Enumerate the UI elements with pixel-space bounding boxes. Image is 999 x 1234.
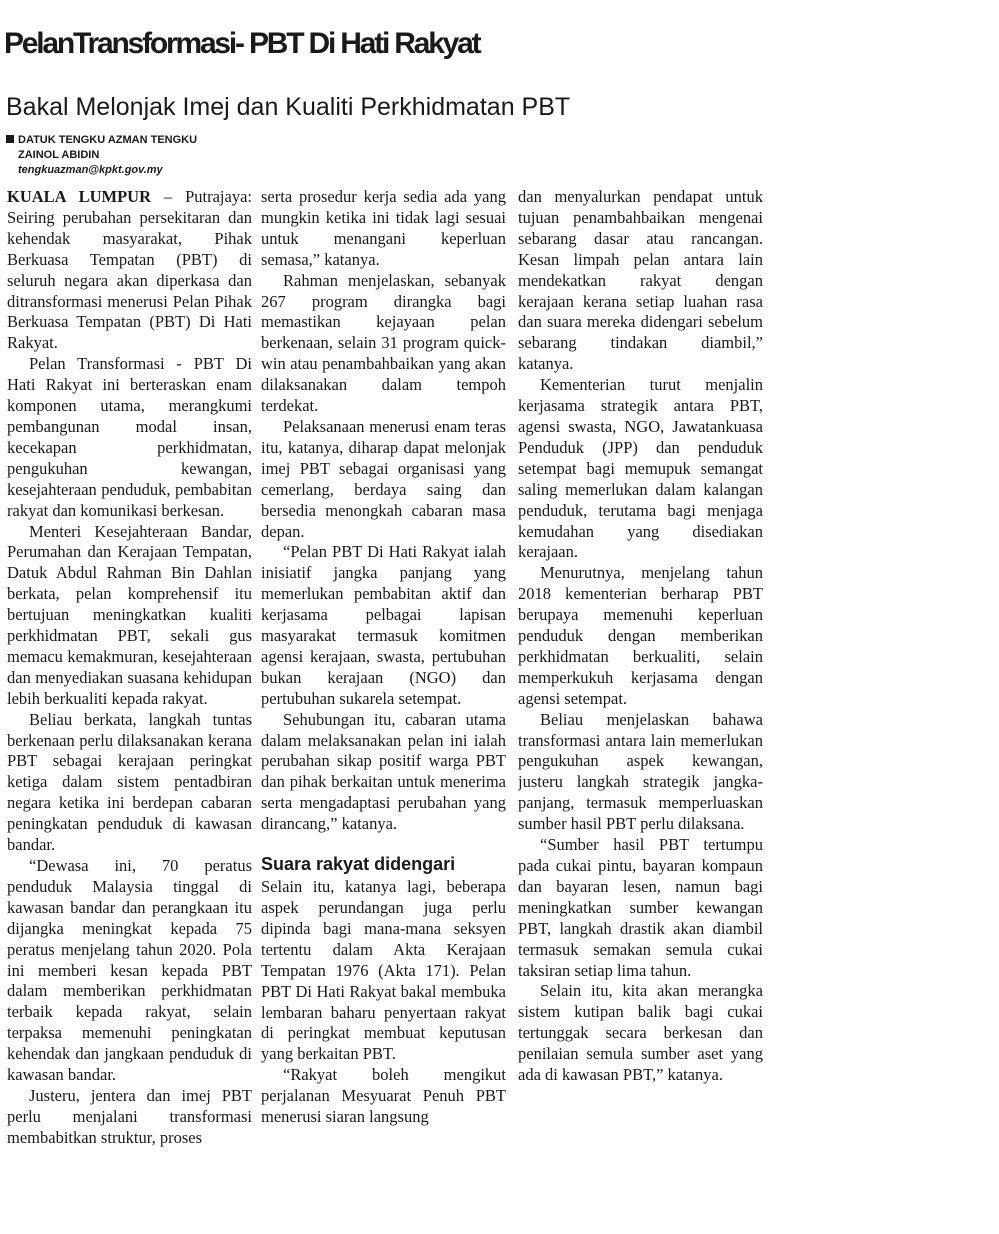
article-subheadline: Bakal Melonjak Imej dan Kualiti Perkhidmatan PBT	[6, 93, 571, 121]
body-paragraph: Rahman menjelaskan, sebanyak 267 program dirangka bagi memastikan kejayaan pelan berkenaan, selain 31 program quick-win atau penambahbaikan yang akan dilaksanakan dalam tempoh terdekat.	[261, 270, 506, 416]
square-bullet-icon	[6, 135, 14, 143]
article-column-3	[518, 187, 763, 1086]
byline-name-1: DATUK TENGKU AZMAN TENGKU	[18, 134, 198, 146]
body-paragraph: Justeru, jentera dan imej PBT perlu menjalani transformasi membabitkan struktur, proses	[7, 1085, 252, 1147]
body-paragraph: Beliau berkata, langkah tuntas berkenaan perlu dilaksanakan kerana PBT sebagai kerajaan peringkat ketiga dalam sistem pentadbiran negara ketika ini berdepan cabaran peningkatan penduduk di kawasan bandar.	[7, 709, 252, 855]
body-paragraph: Pelan Transformasi - PBT Di Hati Rakyat ini berteraskan enam komponen utama, merangkumi pembangunan modal insan, kecekapan perkhidmatan, pengukuhan kewangan, kesejahteraan penduduk, pembabitan rakyat dan komunikasi berkesan.	[7, 354, 252, 520]
section-subheading: Suara rakyat didengari	[261, 854, 456, 875]
body-paragraph: Kementerian turut menjalin kerjasama strategik antara PBT, agensi swasta, NGO, Jawatankuasa Penduduk (JPP) dan penduduk setempat bagi memupuk semangat saling memerlukan dalam kalangan penduduk, terutama bagi menjaga kemudahan yang disediakan kerajaan.	[518, 375, 763, 562]
byline	[6, 133, 246, 178]
article-column-1	[7, 187, 252, 1149]
lead-text: – Putrajaya: Seiring perubahan persekitaran dan kehendak masyarakat, Pihak Berkuasa Tempatan (PBT) di seluruh negara akan diperkasa dan ditransformasi menerusi Pelan Pihak Berkuasa Tempatan (PBT) Di Hati Rakyat.	[7, 187, 252, 353]
byline-email: tengkuazman@kpkt.gov.my	[18, 164, 163, 176]
body-paragraph: “Rakyat boleh mengikut perjalanan Mesyuarat Penuh PBT menerusi siaran langsung	[261, 1065, 506, 1127]
byline-name-line2: ZAINOL ABIDIN	[18, 149, 100, 161]
body-paragraph: dan menyalurkan pendapat untuk tujuan penambahbaikan mengenai sebarang dasar atau rancangan. Kesan limpah pelan antara lain mendekatkan rakyat dengan kerajaan kerana setiap luahan rasa dan suara mereka didengari sebelum sebarang tindakan diambil,” katanya.	[518, 187, 763, 374]
article-column-2	[261, 187, 506, 1128]
body-paragraph: Sehubungan itu, cabaran utama dalam melaksanakan pelan ini ialah perubahan sikap positif warga PBT dan pihak berkaitan untuk menerima serta mengadaptasi perubahan yang dirancang,” katanya.	[261, 709, 506, 834]
article-headline: PelanTransformasi- PBT Di Hati Rakyat	[4, 27, 480, 60]
body-paragraph: Selain itu, kita akan merangka sistem kutipan balik bagi cukai tertunggak secara berkesan dan penilaian semula sumber aset yang ada di kawasan PBT,” katanya.	[518, 981, 763, 1085]
body-paragraph: “Pelan PBT Di Hati Rakyat ialah inisiatif jangka panjang yang memerlukan pembabitan aktif dan kerjasama pelbagai lapisan masyarakat termasuk komitmen agensi kerajaan, swasta, pertubuhan bukan kerajaan (NGO) dan pertubuhan sukarela setempat.	[261, 542, 506, 708]
body-paragraph: Pelaksanaan menerusi enam teras itu, katanya, diharap dapat melonjak imej PBT sebagai organisasi yang cemerlang, berdaya saing dan bersedia menongkah cabaran masa depan.	[261, 416, 506, 541]
body-paragraph: serta prosedur kerja sedia ada yang mungkin ketika ini tidak lagi sesuai untuk menangani keperluan semasa,” katanya.	[261, 187, 506, 269]
body-paragraph: Menteri Kesejahteraan Bandar, Perumahan dan Kerajaan Tempatan, Datuk Abdul Rahman Bin Dahlan berkata, pelan komprehensif itu bertujuan meningkatkan kualiti perkhidmatan PBT, sekali gus memacu kemakmuran, kesejahteraan dan menyediakan suasana kehidupan lebih berkualiti kepada rakyat.	[7, 521, 252, 708]
body-paragraph: “Dewasa ini, 70 peratus penduduk Malaysia tinggal di kawasan bandar dan perangkaan itu dijangka meningkat kepada 75 peratus menjelang tahun 2020. Pola ini memberi kesan kepada PBT dalam memberikan perkhidmatan terbaik kepada rakyat, selain terpaksa memenuhi peningkatan kehendak dan jangkaan penduduk di kawasan bandar.	[7, 856, 252, 1085]
body-paragraph: “Sumber hasil PBT tertumpu pada cukai pintu, bayaran kompaun dan bayaran lesen, namun bagi meningkatkan sumber kewangan PBT, langkah drastik akan diambil termasuk semakan semula cukai taksiran setiap lima tahun.	[518, 835, 763, 980]
body-paragraph: Beliau menjelaskan bahawa transformasi antara lain memerlukan pengukuhan aspek kewangan, justeru langkah strategik jangka- panjang, termasuk memperluaskan sumber hasil PBT perlu dilaksana.	[518, 709, 763, 834]
body-paragraph: Selain itu, katanya lagi, beberapa aspek perundangan juga perlu dipinda bagi mana-mana seksyen tertentu dalam Akta Kerajaan Tempatan 1976 (Akta 171). Pelan PBT Di Hati Rakyat bakal membuka lembaran baharu penyertaan rakyat di peringkat membuat keputusan yang berkaitan PBT.	[261, 877, 506, 1064]
body-paragraph: Menurutnya, menjelang tahun 2018 kementerian berharap PBT berupaya memenuhi keperluan penduduk dengan memberikan perkhidmatan berkualiti, selain memperkukuh kerjasama dengan agensi setempat.	[518, 563, 763, 708]
dateline: KUALA LUMPUR	[7, 187, 151, 206]
byline-name-line1	[6, 133, 246, 148]
lead-paragraph	[7, 187, 252, 354]
